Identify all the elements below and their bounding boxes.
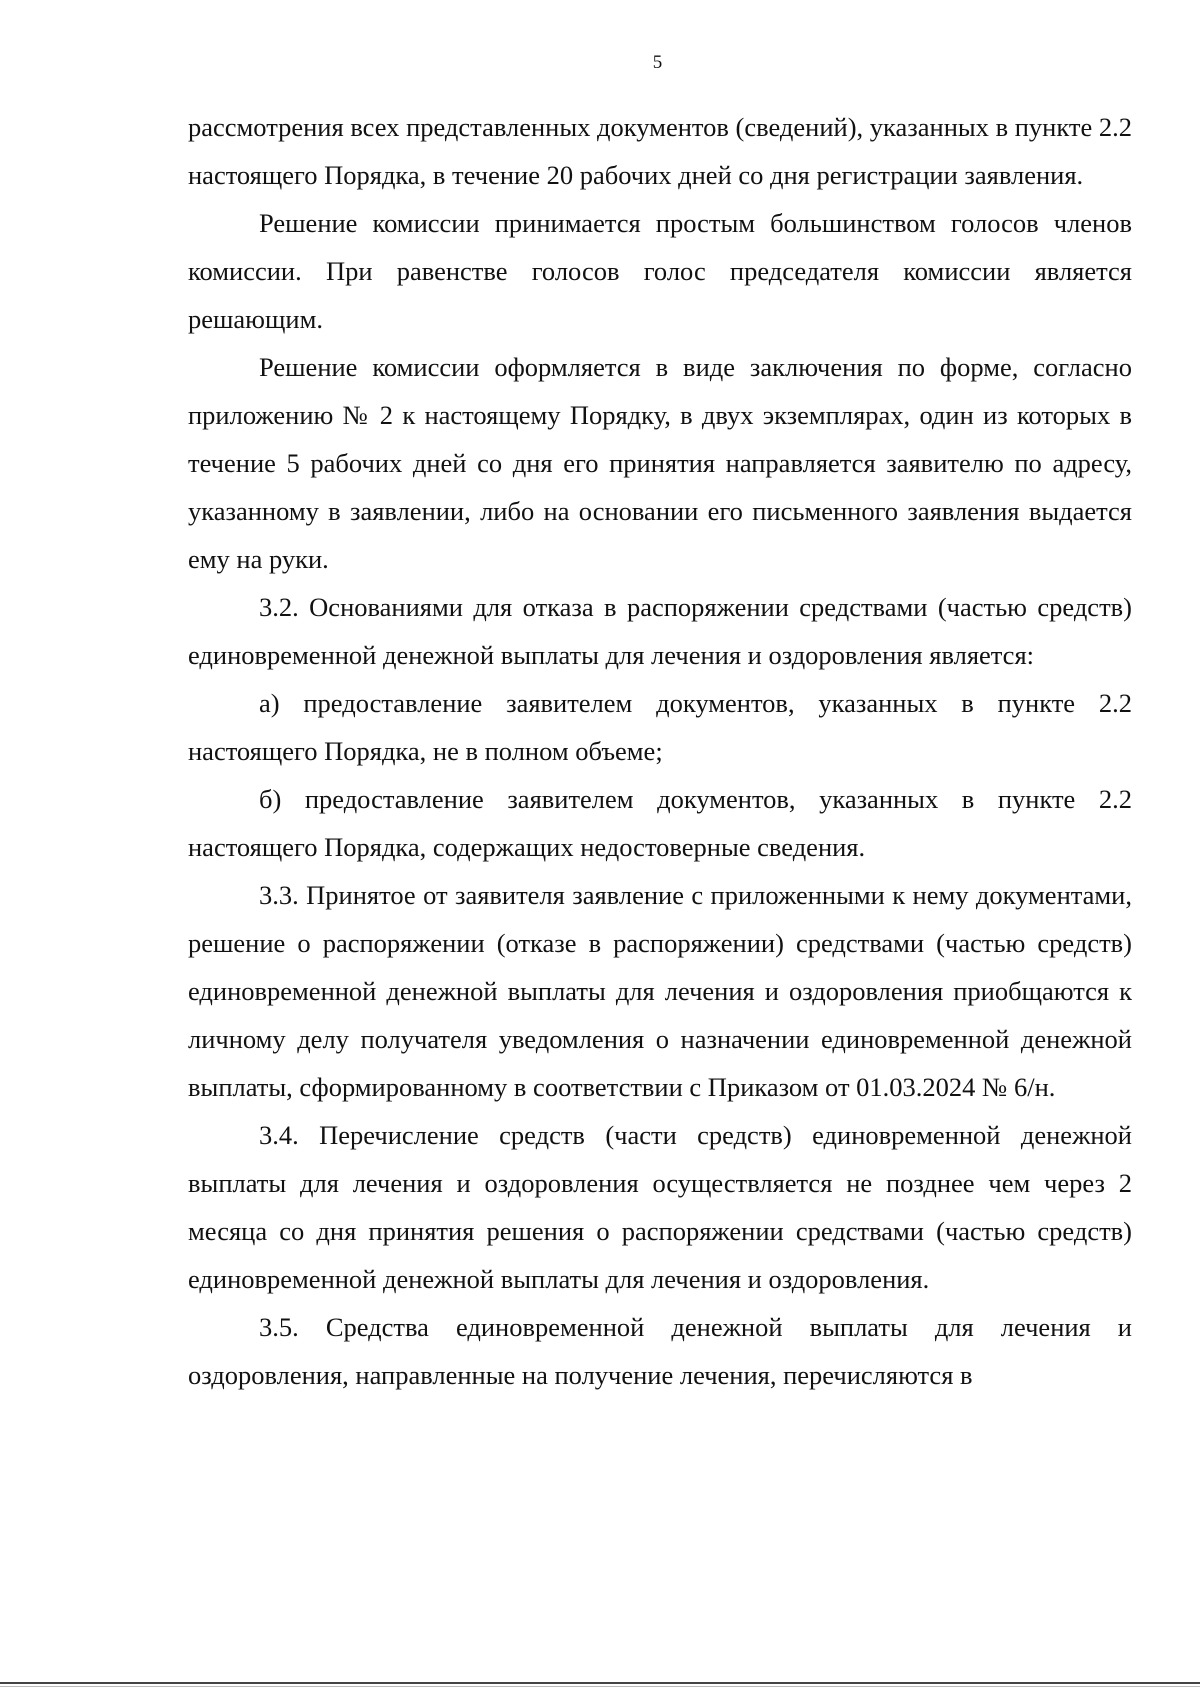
page-number [0,52,1200,74]
page-bottom-border [0,1682,1200,1684]
paragraph-3-4: 3.4. Перечисление средств (части средств) единовременной денежной выплаты для лечения и оздоровления осуществляется не позднее чем через 2 месяца со дня принятия решения о распоряжении средствами (частью средств) единовременной денежной выплаты для лечения и оздоровления. [188,1120,1132,1294]
page-bottom-border-shadow [0,1686,1200,1687]
paragraph-continuation: рассмотрения всех представленных документов (сведений), указанных в пункте 2.2 настоящего Порядка, в течение 20 рабочих дней со дня регистрации заявления. [188,112,1132,190]
page-number-text: 5 [652,52,663,73]
paragraph-3-3: 3.3. Принятое от заявителя заявление с приложенными к нему документами, решение о распоряжении (отказе в распоряжении) средствами (частью средств) единовременной денежной выплаты для лечения и оздоровления приобщаются к личному делу получателя уведомления о назначении единовременной денежной выплаты, сформированному в соответствии с Приказом от 01.03.2024 № 6/н. [188,880,1132,1102]
paragraph-3-2-a: а) предоставление заявителем документов, указанных в пункте 2.2 настоящего Порядка, не в полном объеме; [188,688,1132,766]
paragraph-3-2: 3.2. Основаниями для отказа в распоряжении средствами (частью средств) единовременной денежной выплаты для лечения и оздоровления является: [188,592,1132,670]
paragraph-3-5: 3.5. Средства единовременной денежной выплаты для лечения и оздоровления, направленные на получение лечения, перечисляются в [188,1312,1132,1390]
paragraph-commission-decision: Решение комиссии принимается простым большинством голосов членов комиссии. При равенстве голосов голос председателя комиссии является решающим. [188,208,1132,334]
document-body [188,103,1132,1399]
paragraph-3-2-b: б) предоставление заявителем документов, указанных в пункте 2.2 настоящего Порядка, содержащих недостоверные сведения. [188,784,1132,862]
paragraph-decision-form: Решение комиссии оформляется в виде заключения по форме, согласно приложению № 2 к настоящему Порядку, в двух экземплярах, один из которых в течение 5 рабочих дней со дня его принятия направляется заявителю по адресу, указанному в заявлении, либо на основании его письменного заявления выдается ему на руки. [188,352,1132,574]
